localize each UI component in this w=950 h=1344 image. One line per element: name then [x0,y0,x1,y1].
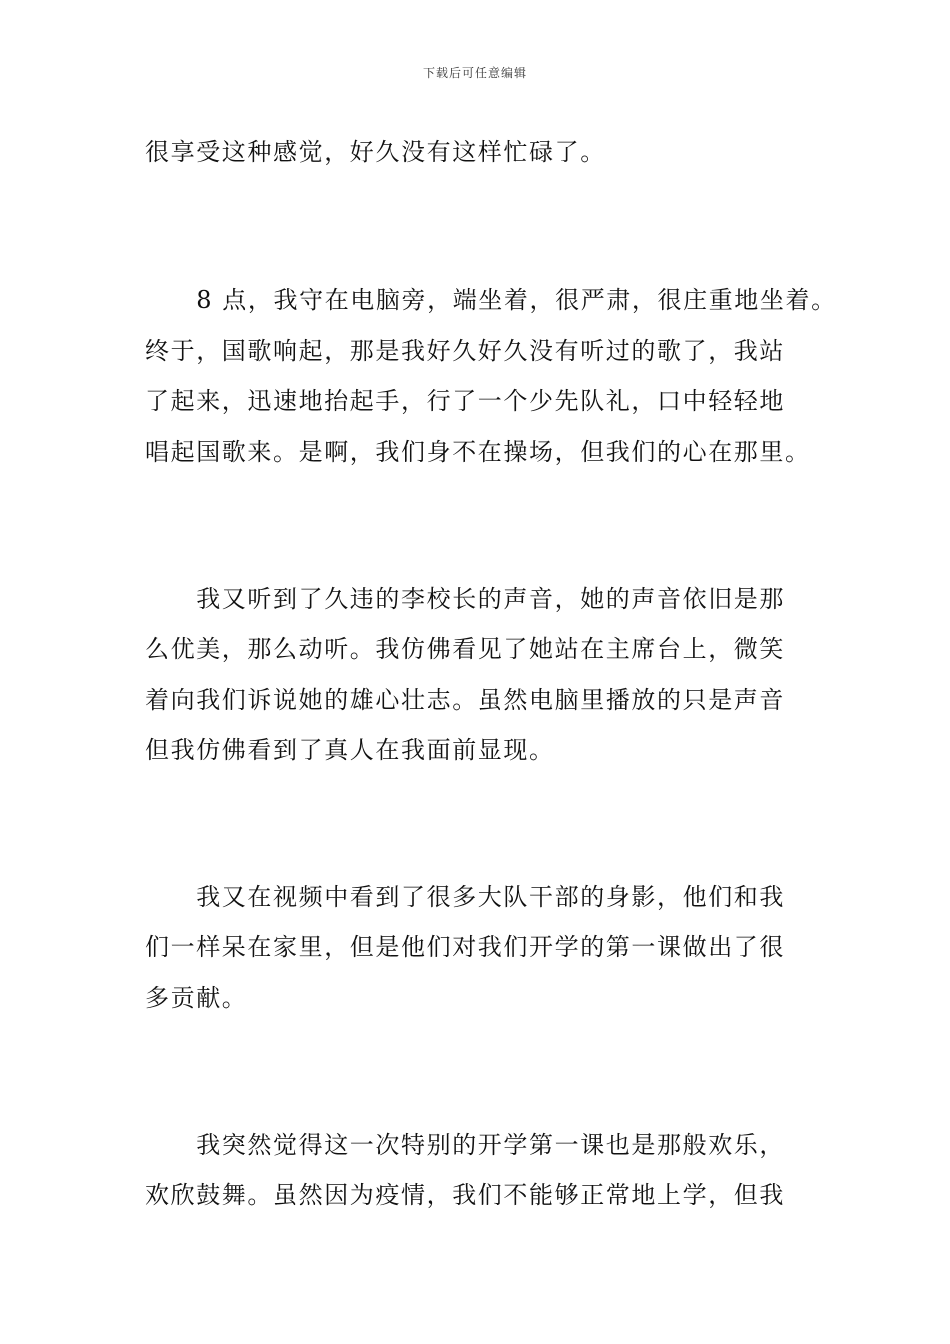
header-note: 下载后可任意编辑 [422,66,527,80]
text-line: 着向我们诉说她的雄心壮志。虽然电脑里播放的只是声音 [145,686,785,714]
text-line: 很享受这种感觉，好久没有这样忙碌了。 [145,138,606,166]
text-line: 8 点，我守在电脑旁，端坐着，很严肃，很庄重地坐着。 [145,286,837,314]
text-line: 我又在视频中看到了很多大队干部的身影，他们和我 [145,883,785,911]
text-line: 终于，国歌响起，那是我好久好久没有听过的歌了，我站 [145,337,785,365]
text-line: 我又听到了久违的李校长的声音，她的声音依旧是那 [145,585,785,613]
text-line: 欢欣鼓舞。虽然因为疫情，我们不能够正常地上学，但我 [145,1181,785,1209]
text-line: 但我仿佛看到了真人在我面前显现。 [145,736,555,764]
text-line: 么优美，那么动听。我仿佛看见了她站在主席台上，微笑 [145,635,785,663]
text-line: 唱起国歌来。是啊，我们身不在操场，但我们的心在那里。 [145,438,811,466]
text-line: 了起来，迅速地抬起手，行了一个少先队礼，口中轻轻地 [145,387,785,415]
text-line: 多贡献。 [145,984,248,1012]
text-line: 们一样呆在家里，但是他们对我们开学的第一课做出了很 [145,933,785,961]
text-line: 我突然觉得这一次特别的开学第一课也是那般欢乐， [145,1131,785,1159]
